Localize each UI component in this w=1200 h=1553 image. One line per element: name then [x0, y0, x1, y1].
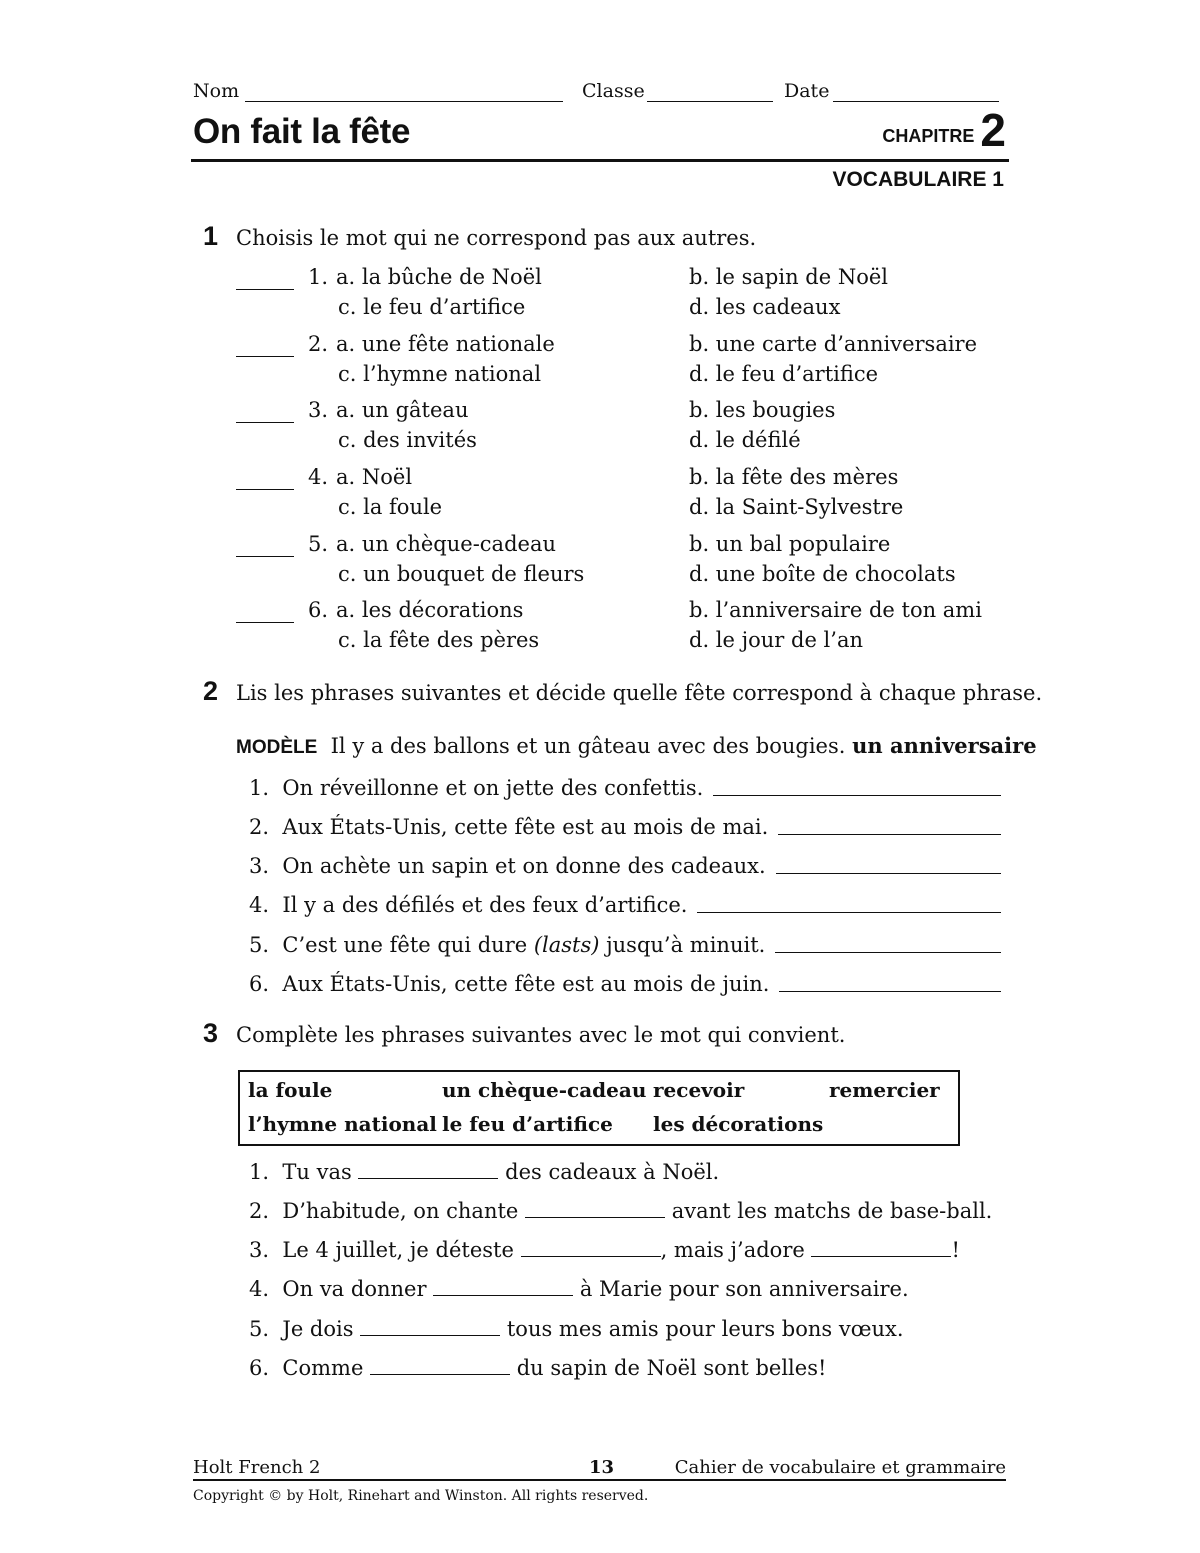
- option-d: d. les cadeaux: [689, 295, 841, 319]
- sentence-italic: (lasts): [533, 933, 600, 957]
- sentence-part: C’est une fête qui dure: [282, 933, 534, 957]
- sentence-part: Tu vas: [282, 1160, 359, 1184]
- activity-1-number: 1: [203, 221, 219, 251]
- answer-blank[interactable]: [236, 556, 294, 557]
- fill-in-blank[interactable]: [433, 1277, 573, 1296]
- word-bank-item: recevoir: [653, 1078, 745, 1102]
- word-bank-item: les décorations: [653, 1112, 824, 1136]
- fill-in-blank[interactable]: [370, 1356, 510, 1375]
- option-b: b. la fête des mères: [689, 465, 899, 489]
- item-number: 3.: [249, 854, 270, 878]
- option-c: c. un bouquet de fleurs: [338, 562, 585, 586]
- item-number: 5.: [249, 933, 270, 957]
- answer-line[interactable]: [697, 912, 1001, 913]
- chapter-label: CHAPITRE: [882, 126, 975, 146]
- option-a: a. les décorations: [336, 598, 524, 622]
- sentence-item: [249, 925, 1001, 957]
- option-b: b. un bal populaire: [689, 532, 891, 556]
- sentence-text: [249, 815, 768, 839]
- answer-blank[interactable]: [236, 622, 294, 623]
- option-d: d. le défilé: [689, 428, 801, 452]
- item-number: 4.: [249, 893, 270, 917]
- activity-3-number: 3: [203, 1018, 219, 1048]
- option-b: b. le sapin de Noël: [689, 265, 888, 289]
- fill-in-blank[interactable]: [525, 1199, 665, 1218]
- option-a: a. la bûche de Noël: [336, 265, 542, 289]
- item-number: 1.: [249, 1160, 270, 1184]
- footer-workbook-title: Cahier de vocabulaire et grammaire: [674, 1457, 1006, 1478]
- answer-blank[interactable]: [236, 356, 294, 357]
- chapter-number: 2: [980, 104, 1006, 156]
- fill-in-item: [249, 1199, 992, 1223]
- item-number: 2.: [249, 1199, 270, 1223]
- activity-2-instruction: Lis les phrases suivantes et décide quelle fête correspond à chaque phrase.: [236, 681, 1043, 705]
- item-number: 6.: [249, 1356, 270, 1380]
- question-number: 3.: [308, 398, 329, 422]
- sentence-part: Le 4 juillet, je déteste: [282, 1238, 521, 1262]
- model-label: MODÈLE: [236, 737, 318, 758]
- option-d: d. le jour de l’an: [689, 628, 863, 652]
- model-sentence: Il y a des ballons et un gâteau avec des bougies.: [330, 734, 846, 758]
- option-a: a. une fête nationale: [336, 332, 555, 356]
- fill-in-item: [249, 1238, 960, 1262]
- name-field[interactable]: [245, 80, 563, 102]
- date-label: Date: [784, 80, 830, 102]
- sentence-part: jusqu’à minuit.: [599, 933, 766, 957]
- word-bank-item: l’hymne national: [248, 1112, 437, 1136]
- item-number: 2.: [249, 815, 270, 839]
- sentence-part: Comme: [282, 1356, 371, 1380]
- item-number: 3.: [249, 1238, 270, 1262]
- sentence-item: [249, 807, 1001, 839]
- option-d: d. le feu d’artifice: [689, 362, 879, 386]
- item-number: 4.: [249, 1277, 270, 1301]
- fill-in-item: [249, 1317, 904, 1341]
- activity-3-instruction: Complète les phrases suivantes avec le mot qui convient.: [236, 1023, 846, 1047]
- sentence-part: On réveillonne et on jette des confettis.: [282, 776, 704, 800]
- sentence-item: [249, 964, 1001, 996]
- footer-divider: [193, 1479, 1006, 1481]
- sentence-part: avant les matchs de base-ball.: [665, 1199, 993, 1223]
- item-number: 5.: [249, 1317, 270, 1341]
- option-d: d. une boîte de chocolats: [689, 562, 956, 586]
- sentence-part: D’habitude, on chante: [282, 1199, 526, 1223]
- sentence-text: [249, 933, 765, 957]
- class-field[interactable]: [647, 80, 773, 102]
- footer-book-title: Holt French 2: [193, 1457, 321, 1478]
- option-c: c. la fête des pères: [338, 628, 540, 652]
- answer-line[interactable]: [779, 991, 1001, 992]
- sentence-part: à Marie pour son anniversaire.: [573, 1277, 909, 1301]
- fill-in-item: [249, 1277, 909, 1301]
- sentence-item: [249, 846, 1001, 878]
- activity-1-instruction: Choisis le mot qui ne correspond pas aux autres.: [236, 226, 757, 250]
- page-number: 13: [589, 1457, 615, 1478]
- sentence-item: [249, 768, 1001, 800]
- option-c: c. des invités: [338, 428, 477, 452]
- answer-line[interactable]: [775, 952, 1001, 953]
- sentence-part: !: [951, 1238, 960, 1262]
- title-divider: [191, 159, 1009, 162]
- fill-in-item: [249, 1160, 719, 1184]
- sentence-part: Je dois: [282, 1317, 361, 1341]
- answer-blank[interactable]: [236, 489, 294, 490]
- option-a: a. un gâteau: [336, 398, 469, 422]
- question-number: 1.: [308, 265, 329, 289]
- sentence-text: [249, 972, 769, 996]
- answer-line[interactable]: [713, 795, 1001, 796]
- sentence-part: des cadeaux à Noël.: [498, 1160, 720, 1184]
- fill-in-item: [249, 1356, 826, 1380]
- option-b: b. l’anniversaire de ton ami: [689, 598, 982, 622]
- answer-line[interactable]: [778, 834, 1001, 835]
- question-number: 6.: [308, 598, 329, 622]
- sentence-part: On achète un sapin et on donne des cadeaux.: [282, 854, 766, 878]
- option-c: c. la foule: [338, 495, 443, 519]
- class-label: Classe: [582, 80, 645, 102]
- question-number: 2.: [308, 332, 329, 356]
- option-a: a. un chèque-cadeau: [336, 532, 556, 556]
- option-a: a. Noël: [336, 465, 413, 489]
- model-example: [236, 733, 1037, 759]
- answer-line[interactable]: [776, 873, 1001, 874]
- sentence-part: Aux États-Unis, cette fête est au mois de juin.: [282, 972, 770, 996]
- item-number: 1.: [249, 776, 270, 800]
- option-c: c. le feu d’artifice: [338, 295, 526, 319]
- sentence-part: Il y a des défilés et des feux d’artifice.: [282, 893, 688, 917]
- answer-blank[interactable]: [236, 289, 294, 290]
- option-b: b. une carte d’anniversaire: [689, 332, 978, 356]
- chapter-heading: [882, 104, 1006, 156]
- activity-2-number: 2: [203, 676, 219, 706]
- date-field[interactable]: [833, 80, 999, 102]
- model-answer: un anniversaire: [852, 733, 1037, 758]
- name-label: Nom: [193, 80, 240, 102]
- fill-in-blank[interactable]: [358, 1160, 498, 1179]
- question-number: 4.: [308, 465, 329, 489]
- fill-in-blank[interactable]: [360, 1317, 500, 1336]
- word-bank-item: le feu d’artifice: [442, 1112, 613, 1136]
- item-number: 6.: [249, 972, 270, 996]
- fill-in-blank[interactable]: [811, 1238, 951, 1257]
- word-bank: [238, 1070, 960, 1146]
- sentence-item: [249, 885, 1001, 917]
- sentence-part: On va donner: [282, 1277, 434, 1301]
- page-title: On fait la fête: [193, 112, 411, 151]
- copyright-notice: Copyright © by Holt, Rinehart and Winston. All rights reserved.: [193, 1488, 649, 1504]
- word-bank-item: un chèque-cadeau: [442, 1078, 647, 1102]
- fill-in-blank[interactable]: [521, 1238, 661, 1257]
- sentence-part: du sapin de Noël sont belles!: [510, 1356, 827, 1380]
- option-d: d. la Saint-Sylvestre: [689, 495, 904, 519]
- sentence-part: Aux États-Unis, cette fête est au mois de mai.: [282, 815, 769, 839]
- word-bank-item: la foule: [248, 1078, 333, 1102]
- sentence-part: tous mes amis pour leurs bons vœux.: [500, 1317, 904, 1341]
- student-info-line: [193, 80, 1005, 106]
- option-c: c. l’hymne national: [338, 362, 542, 386]
- sentence-text: [249, 893, 687, 917]
- sentence-text: [249, 854, 766, 878]
- section-label: VOCABULAIRE 1: [832, 168, 1004, 191]
- word-bank-item: remercier: [829, 1078, 940, 1102]
- question-number: 5.: [308, 532, 329, 556]
- sentence-text: [249, 776, 703, 800]
- answer-blank[interactable]: [236, 422, 294, 423]
- sentence-part: , mais j’adore: [660, 1238, 812, 1262]
- option-b: b. les bougies: [689, 398, 836, 422]
